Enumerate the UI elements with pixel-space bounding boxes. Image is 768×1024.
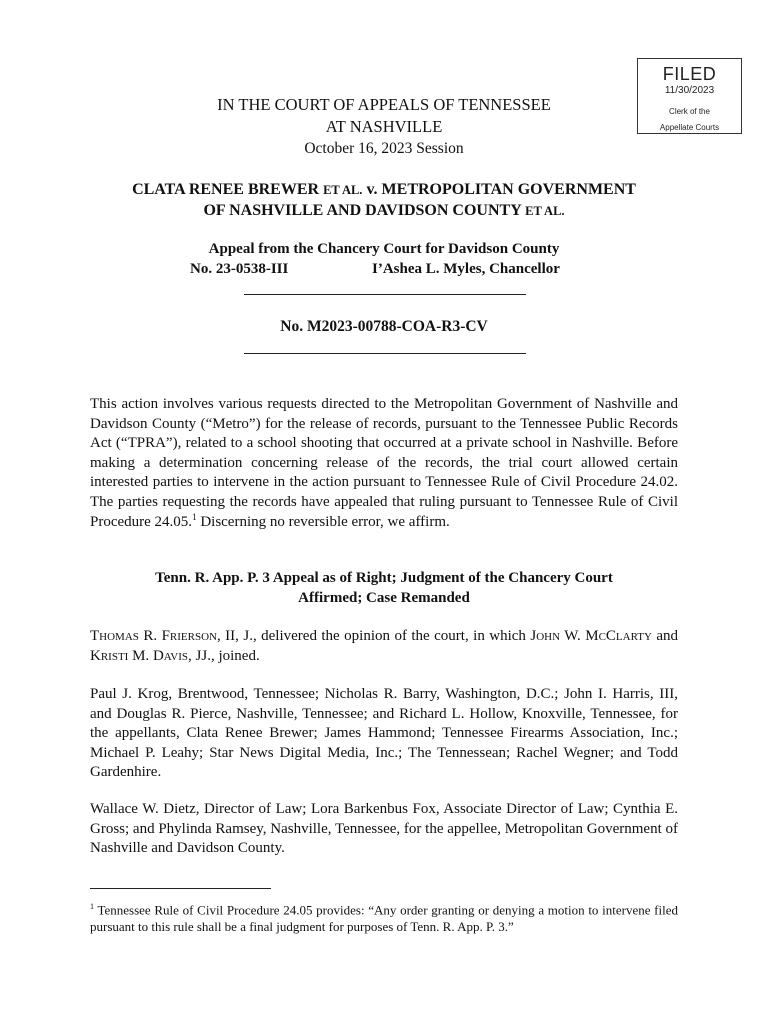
appellee-counsel: Wallace W. Dietz, Director of Law; Lora Barkenbus Fox, Associate Director of Law; Cynthia E. Gross; and Phylinda Ramsey, Nashville, Tennessee, for the appellee, Metropolitan Government of Nashville and Davidson County. — [90, 801, 678, 857]
judge1-first: John — [530, 628, 561, 644]
docket-number: No. M2023-00788-COA-R3-CV — [280, 318, 488, 335]
case-caption-line-2 — [90, 200, 678, 222]
appeal-origin: Appeal from the Chancery Court for Davidson County — [208, 241, 560, 257]
trial-case-line — [190, 259, 590, 279]
author-last: Frierson — [161, 628, 217, 644]
et-al: ET AL. — [525, 204, 565, 218]
footnote — [90, 898, 678, 935]
trial-judge: I’Ashea L. Myles, Chancellor — [372, 261, 560, 277]
and-word: and — [656, 628, 679, 644]
divider — [244, 353, 526, 354]
footnote-number: 1 — [90, 902, 94, 911]
court-location: AT NASHVILLE — [325, 117, 443, 136]
judge1-initial: W. — [564, 628, 581, 644]
appellate-courts-line: Appellate Courts — [659, 123, 720, 132]
case-summary — [90, 395, 678, 532]
appellant-name: CLATA RENEE BREWER — [132, 181, 320, 198]
authorship-statement — [90, 627, 678, 666]
judge2-initial: M. — [132, 647, 150, 664]
disposition-line-2: Affirmed; Case Remanded — [298, 590, 470, 606]
divider — [244, 294, 526, 295]
summary-conclusion: Discerning no reversible error, we affirm. — [200, 513, 450, 530]
case-caption-line-1 — [90, 179, 678, 201]
footnote-divider — [90, 888, 271, 889]
appellants-counsel: Paul J. Krog, Brentwood, Tennessee; Nicholas R. Barry, Washington, D.C.; John I. Harris, III, and Douglas R. Pierce, Nashville, Tennessee; and Richard L. Hollow, Knoxville, Tennessee, for the appellants, Clata Renee Brewer; James Hammond; Tennessee Firearms Association, Inc.; Michael P. Leahy; Star News Digital Media, Inc.; The Tennessean; Rachel Wegner; and Todd Gardenhire. — [90, 686, 678, 781]
judge2-last: Davis — [152, 647, 189, 664]
footnote-reference[interactable]: 1 — [192, 511, 197, 522]
footnote-text: Tennessee Rule of Civil Procedure 24.05 provides: “Any order granting or denying a motion to intervene filed pursuant to this rule shall be a final judgment for purposes of Tenn. R. App. P. 3.” — [90, 902, 679, 935]
judge2-first: Kristi — [90, 647, 129, 664]
et-al: ET AL. — [323, 183, 363, 197]
authorship-ending: , JJ., joined. — [188, 647, 260, 664]
trial-case-number: No. 23-0538-III — [190, 261, 289, 277]
disposition-line-1: Tenn. R. App. P. 3 Appeal as of Right; Judgment of the Chancery Court — [155, 570, 613, 586]
session-date: October 16, 2023 Session — [304, 140, 464, 157]
summary-text: This action involves various requests directed to the Metropolitan Government of Nashville and Davidson County (“Metro”) for the release of records, pursuant to the Tennessee Public Records Act (“TPRA”), related to a school shooting that occurred at a private school in Nashville. Before making a determination concerning release of the records, the trial court allowed certain interested parties to intervene in the action pursuant to Tennessee Rule of Civil Procedure 24.02. The parties requesting the records have appealed that ruling pursuant to Tennessee Rule of Civil Procedure 24.05. — [90, 396, 678, 530]
clerk-line: Clerk of the — [669, 107, 710, 116]
filed-date: 11/30/2023 — [664, 85, 715, 96]
author-suffix: , II, J., delivered the opinion of the court, in which — [216, 628, 526, 644]
judge1-last: McClarty — [585, 628, 652, 644]
author-initial: R. — [143, 628, 158, 644]
appellee-name: OF NASHVILLE AND DAVIDSON COUNTY — [203, 202, 522, 219]
author-first: Thomas — [90, 628, 139, 644]
versus-appellee: v. METROPOLITAN GOVERNMENT — [366, 181, 636, 198]
court-name: IN THE COURT OF APPEALS OF TENNESSEE — [217, 95, 551, 114]
disposition — [90, 568, 678, 608]
filed-label: FILED — [662, 64, 717, 84]
